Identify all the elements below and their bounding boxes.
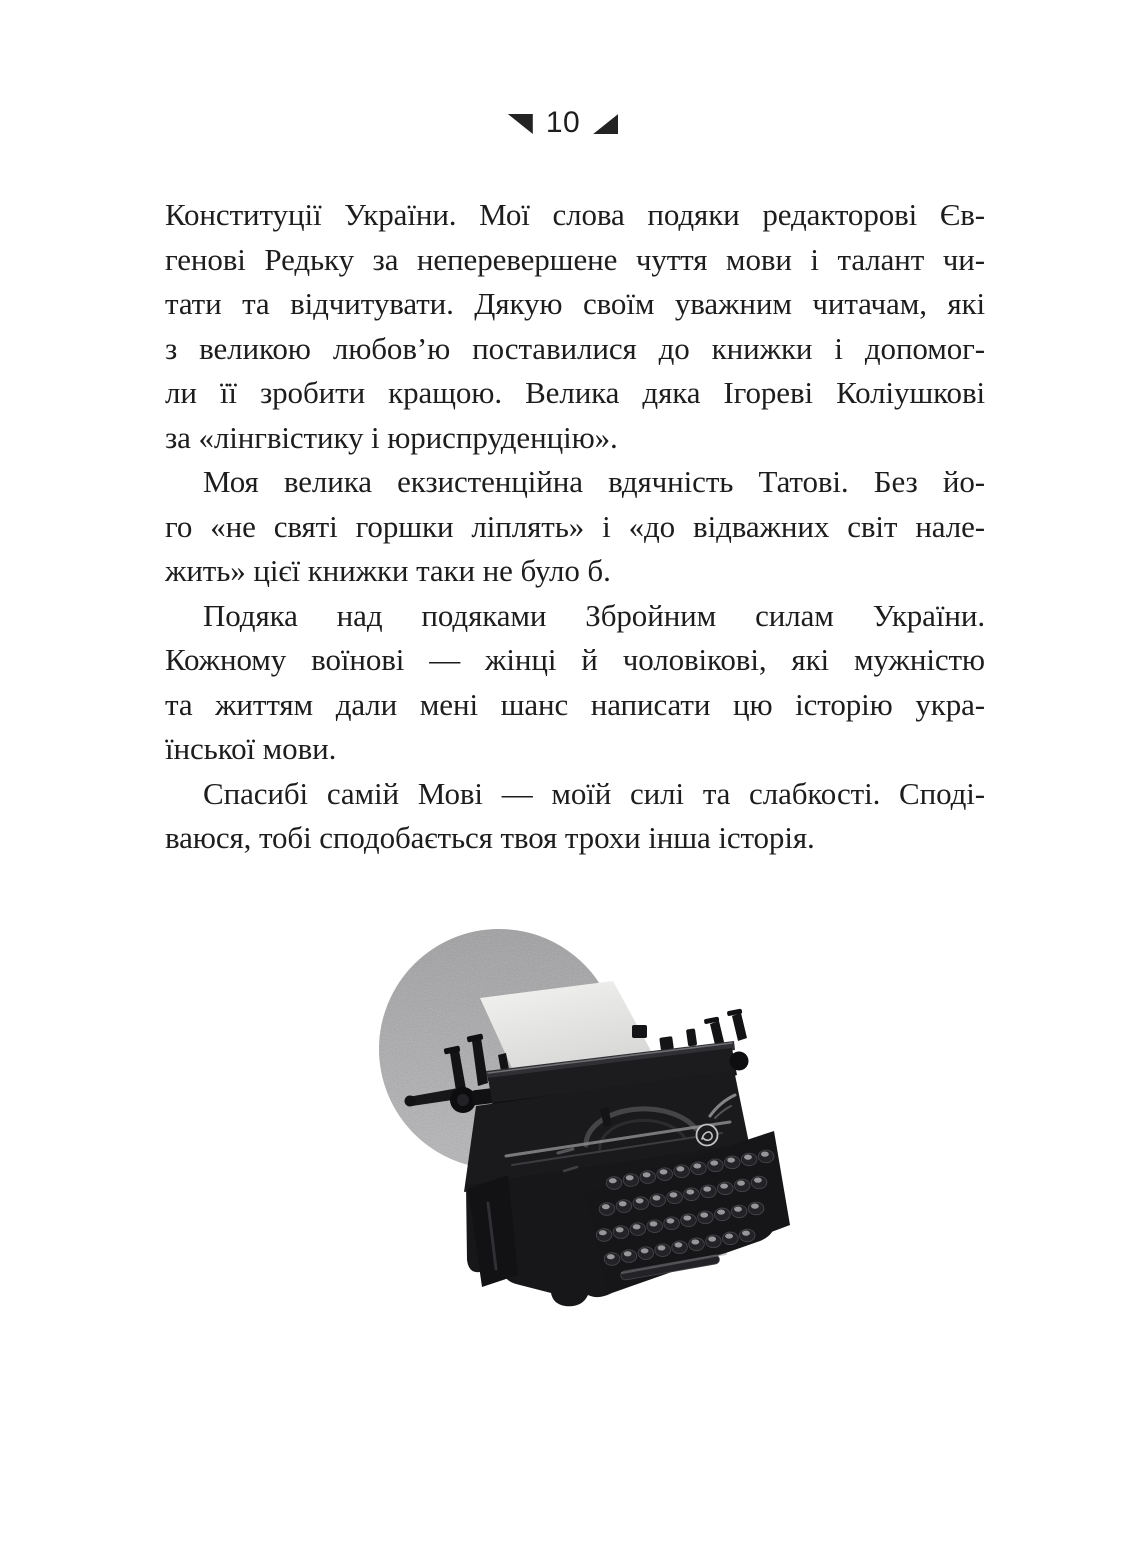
brand-emblem-icon xyxy=(697,1125,718,1146)
text-line: Кожному воїнові — жінці й чоловікові, які мужністю xyxy=(165,642,985,677)
text-line: тати та відчитувати. Дякую своїм уважним читачам, які xyxy=(165,286,985,321)
text-line: Конституції України. Мої слова подяки редакторові Єв- xyxy=(165,197,985,232)
paragraph xyxy=(165,772,985,861)
paragraph xyxy=(165,193,985,460)
page-number: 10 xyxy=(545,106,581,139)
paper-clip xyxy=(632,1025,647,1038)
paragraph xyxy=(165,594,985,772)
text-line: Подяка над подяками Збройним силам України. xyxy=(203,597,985,633)
text-line: генові Редьку за неперевершене чуття мови і талант чи- xyxy=(165,241,985,277)
paragraph xyxy=(165,460,985,594)
text-line: з великою любов’ю поставилися до книжки і допомог- xyxy=(165,330,985,366)
right-triangle-ornament-icon xyxy=(593,114,618,134)
text-line: за «лінгвістику і юриспруденцію». xyxy=(165,419,618,455)
left-triangle-ornament-icon xyxy=(508,114,533,134)
typewriter-illustration xyxy=(360,903,792,1315)
text-line: го «не святі горшки ліплять» і «до відважних світ нале- xyxy=(165,508,985,544)
text-line: ваюся, тобі сподобається твоя трохи інша історія. xyxy=(165,820,815,855)
text-line: ли її зробити кращою. Велика дяка Ігореві Коліушкові xyxy=(165,375,985,410)
text-line: їнської мови. xyxy=(165,731,337,766)
body-text xyxy=(165,193,985,861)
text-line: жить» цієї книжки таки не було б. xyxy=(165,553,611,588)
text-line: та життям дали мені шанс написати цю історію укра- xyxy=(165,686,985,722)
page-header xyxy=(0,106,1126,139)
text-line: Моя велика екзистенційна вдячність Татові. Без йо- xyxy=(203,464,985,499)
text-line: Спасибі самій Мові — моїй силі та слабкості. Споді- xyxy=(203,775,985,811)
